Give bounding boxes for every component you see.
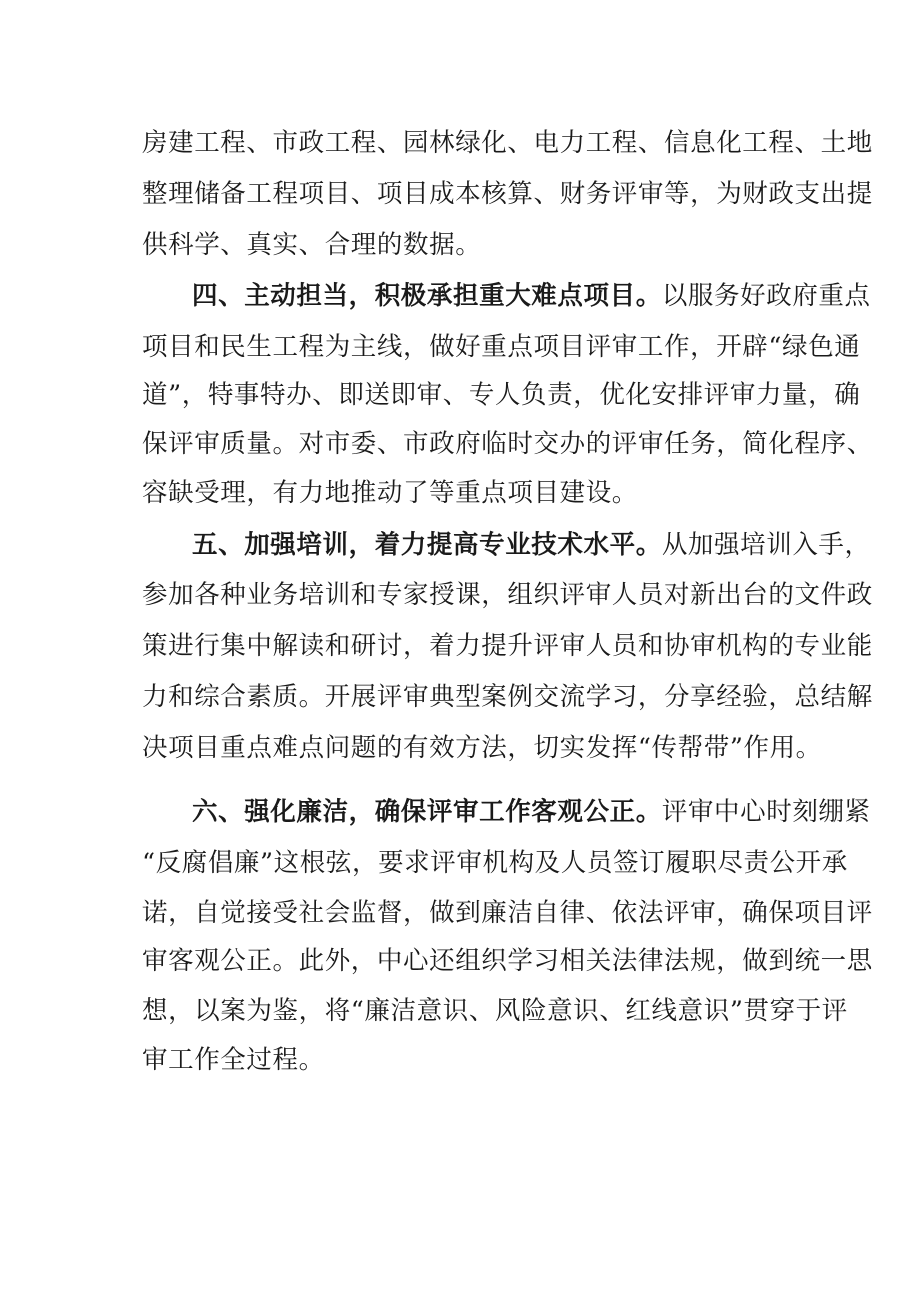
paragraph-line: 容缺受理，有力地推动了等重点项目建设。 [142,478,638,508]
paragraph-line: 项目和民生工程为主线，做好重点项目评审工作，开辟“绿色通 [142,332,861,362]
section-5-first-line [192,530,871,560]
paragraph-line: 审工作全过程。 [142,1045,325,1075]
paragraph-line: “反腐倡廉”这根弦，要求评审机构及人员签订履职尽责公开承 [142,848,848,878]
section-4-first-line [192,281,871,311]
paragraph-line: 保评审质量。对市委、市政府临时交办的评审任务，简化程序、 [142,429,873,459]
paragraph-line: 房建工程、市政工程、园林绿化、电力工程、信息化工程、土地 [142,128,873,158]
paragraph-line: 力和综合素质。开展评审典型案例交流学习，分享经验，总结解 [142,682,873,712]
paragraph-line: 参加各种业务培训和专家授课，组织评审人员对新出台的文件政 [142,580,873,610]
section-5-heading: 五、加强培训，着力提高专业技术水平。 [192,530,662,560]
section-6-first-line [192,797,871,827]
paragraph-line: 审客观公正。此外，中心还组织学习相关法律法规，做到统一思 [142,946,873,976]
paragraph-line: 整理储备工程项目、项目成本核算、财务评审等，为财政支出提 [142,179,873,209]
section-6-heading: 六、强化廉洁，确保评审工作客观公正。 [192,797,662,827]
section-6-text: 评审中心时刻绷紧 [661,797,871,827]
paragraph-line: 想，以案为鉴，将“廉洁意识、风险意识、红线意识”贯穿于评 [142,996,848,1026]
section-5-text: 从加强培训入手， [661,530,871,560]
paragraph-line: 供科学、真实、合理的数据。 [142,230,482,260]
paragraph-line: 道”，特事特办、即送即审、专人负责，优化安排评审力量，确 [142,380,861,410]
section-4-text: 以服务好政府重点 [661,281,871,311]
paragraph-line: 诺，自觉接受社会监督，做到廉洁自律、依法评审，确保项目评 [142,898,873,928]
paragraph-line: 决项目重点难点问题的有效方法，切实发挥“传帮带”作用。 [142,733,822,763]
section-4-heading: 四、主动担当，积极承担重大难点项目。 [192,281,662,311]
paragraph-line: 策进行集中解读和研讨，着力提升评审人员和协审机构的专业能 [142,631,873,661]
